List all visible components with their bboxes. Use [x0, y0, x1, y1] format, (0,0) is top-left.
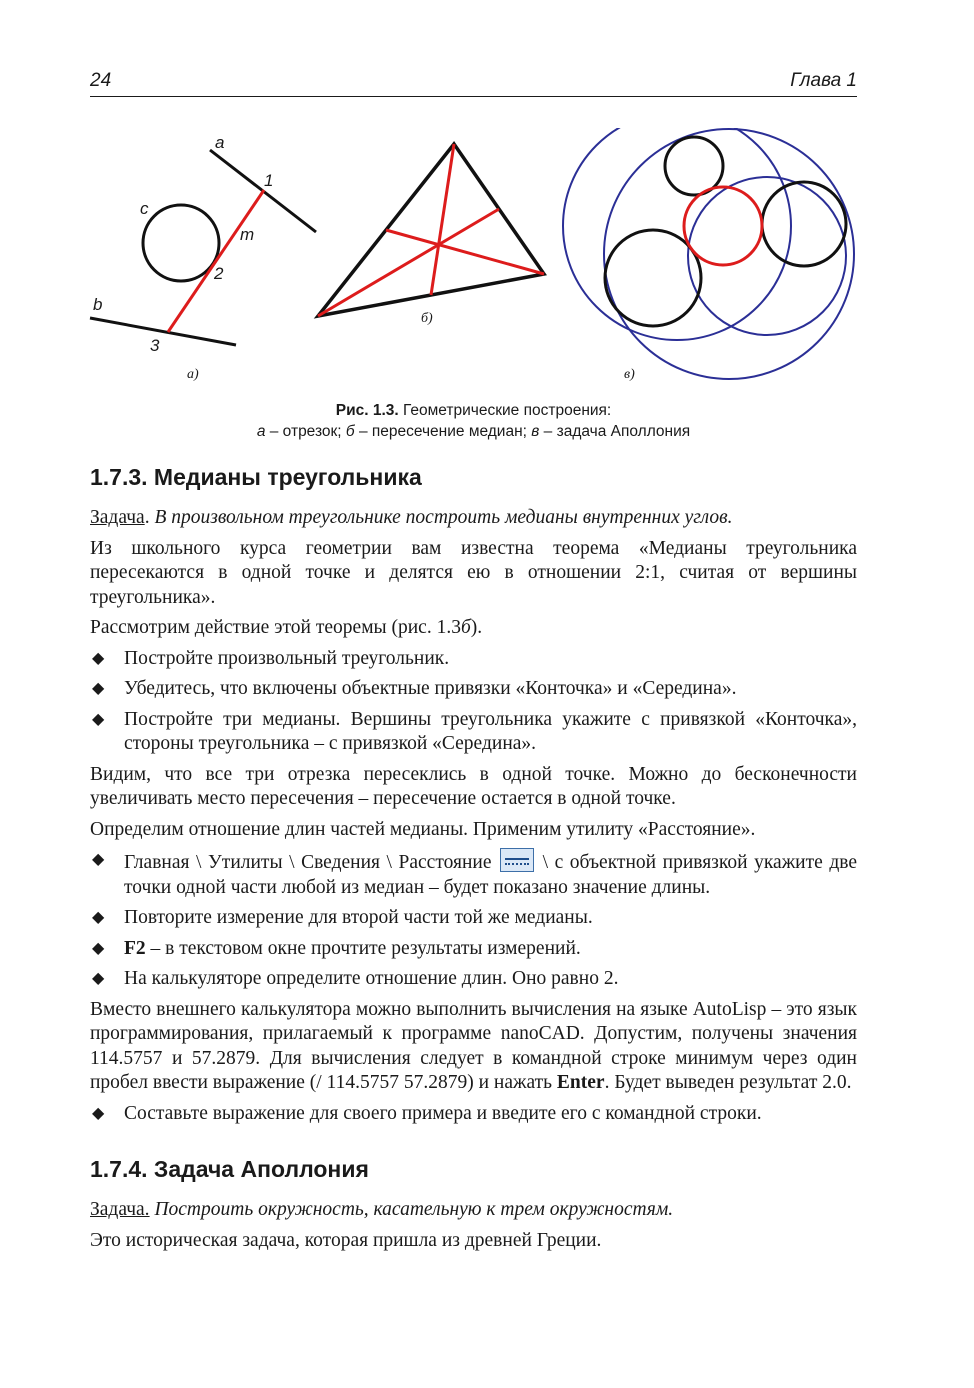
label-a: a	[215, 133, 225, 152]
section-heading-medians: 1.7.3. Медианы треугольника	[90, 464, 422, 490]
list-item: ◆ На калькуляторе определите отношение длин. Оно равно 2.	[90, 967, 857, 992]
p2-start: Рассмотрим действие этой теоремы (рис. 1.3	[90, 617, 461, 638]
p5-start: Вместо внешнего калькулятора можно выполнить вычисления на языке AutoLisp – это язык программирования, прилагаемый к программе nanoCAD. Допустим, получены значения 114.5757 и 57.2879. Для вычисления следует в командной строке минимум через один пробел ввести выражение (/ 114.5757 57.2879) и нажать	[90, 998, 857, 1093]
label-c: c	[140, 199, 149, 218]
blue-circle-1	[563, 128, 791, 340]
task-paragraph	[90, 506, 857, 531]
main-text	[90, 462, 857, 1259]
section-heading-apollonius: 1.7.4. Задача Аполлония	[90, 1156, 369, 1182]
black-circle-right	[762, 182, 846, 266]
paragraph-ratio: Определим отношение длин частей медианы. Применим утилиту «Расстояние».	[90, 818, 756, 840]
caption-b-letter: б	[345, 423, 355, 440]
caption-title: Геометрические построения:	[398, 402, 612, 419]
distance-tool-icon	[500, 848, 534, 872]
task-label-2: Задача.	[90, 1199, 150, 1220]
paragraph-intersection: Видим, что все три отрезка пересеклись в одной точке. Можно до бесконечности увеличивать место пересечения – пересечение остается в одной точке.	[90, 763, 857, 809]
page-number: 24	[90, 70, 112, 91]
label-b: b	[93, 295, 103, 314]
panel-a-segment	[90, 133, 316, 382]
p2-end: ).	[470, 617, 483, 638]
paragraph-theorem: Из школьного курса геометрии вам известна теорема «Медианы треугольника пересекаются в одной точке и делятся ею в отношении 2:1, считая от вершины треугольника».	[90, 537, 857, 608]
label-m: m	[240, 225, 255, 244]
blue-circle-2	[604, 129, 854, 379]
paragraph-history: Это историческая задача, которая пришла из древней Греции.	[90, 1229, 602, 1251]
caption-number: Рис. 1.3.	[335, 402, 399, 419]
caption-c-letter: в	[531, 423, 540, 440]
blue-circle-3	[688, 177, 846, 335]
p2-italic: б	[460, 617, 471, 638]
task-text: В произвольном треугольнике построить медианы внутренних углов.	[154, 507, 733, 528]
list-item: ◆ Повторите измерение для второй части той же медианы.	[90, 906, 857, 931]
bullet-list-steps	[90, 647, 857, 757]
caption-line-1	[90, 400, 857, 421]
figure-geometric-constructions	[88, 128, 858, 390]
panel-b-medians	[318, 144, 544, 326]
circle-c	[143, 205, 219, 281]
figure-caption	[90, 400, 857, 442]
paragraph-autolisp	[90, 998, 857, 1096]
p5-end: . Будет выведен результат 2.0.	[604, 1072, 852, 1093]
menu-path-text: Главная \ Утилиты \ Сведения \ Расстояние	[124, 852, 499, 873]
panel-c-apollonius	[563, 128, 854, 382]
key-f2: F2	[124, 937, 146, 959]
line-b	[90, 318, 236, 345]
paragraph-consider	[90, 616, 857, 641]
list-item: ◆ Убедитесь, что включены объектные привязки «Конточка» и «Середина».	[90, 677, 857, 702]
list-item: ◆ Постройте три медианы. Вершины треугольника укажите с привязкой «Конточка», стороны треугольника – с привязкой «Середина».	[90, 708, 857, 757]
list-item: ◆ Постройте произвольный треугольник.	[90, 647, 857, 672]
caption-b-text: – пересечение медиан;	[354, 423, 532, 440]
bullet-list-measure	[90, 848, 857, 992]
task-paragraph-2	[90, 1198, 857, 1223]
label-2: 2	[214, 264, 224, 283]
label-3: 3	[150, 336, 160, 355]
task-text-2: Построить окружность, касательную к трем окружностям.	[154, 1199, 674, 1220]
list-item	[90, 848, 857, 900]
list-item-text: – в текстовом окне прочтите результаты измерений.	[145, 937, 581, 959]
bullet-list-final	[90, 1102, 857, 1127]
label-1: 1	[264, 171, 274, 190]
list-item	[90, 937, 857, 962]
caption-a-text: – отрезок;	[265, 423, 346, 440]
panel-b-label: б)	[421, 311, 433, 326]
menu-path-rest: \ с объектной привязкой укажите две точки одной части любой из медиан – будет показано значение длины.	[124, 852, 858, 898]
chapter-title: Глава 1	[790, 70, 857, 91]
caption-c-text: – задача Аполлония	[539, 423, 691, 440]
panel-a-label: а)	[187, 367, 199, 382]
running-header	[90, 70, 857, 97]
task-label: Задача	[90, 507, 145, 528]
key-enter: Enter	[556, 1072, 605, 1093]
task-dot: .	[144, 507, 155, 528]
list-item: ◆ Составьте выражение для своего примера и введите его с командной строки.	[90, 1102, 857, 1127]
segment-m	[168, 190, 264, 332]
black-circle-top	[665, 137, 723, 195]
caption-line-2	[90, 421, 857, 442]
red-apollonius-circle	[684, 187, 762, 265]
panel-c-label: в)	[624, 367, 635, 382]
median-2	[386, 230, 544, 274]
black-circle-left	[605, 230, 701, 326]
caption-a-letter: а	[256, 423, 266, 440]
